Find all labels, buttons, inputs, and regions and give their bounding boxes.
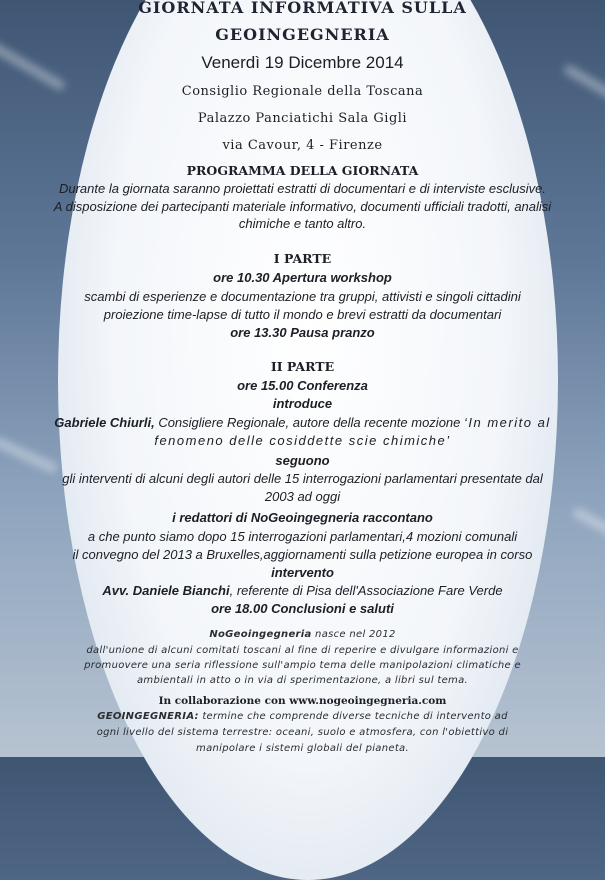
flyer-line xyxy=(40,646,565,656)
flyer-line xyxy=(40,728,565,738)
text-segment: seguono xyxy=(275,453,330,468)
flyer-line xyxy=(40,253,565,266)
flyer-line xyxy=(40,139,565,152)
flyer-line xyxy=(40,511,565,524)
text-segment: termine che comprende diverse tecniche di intervento ad xyxy=(198,711,508,722)
flyer-line xyxy=(40,165,565,178)
text-segment: ogni livello del sistema terrestre: oceani, suolo e atmosfera, con l'obiettivo di xyxy=(96,727,509,738)
flyer-line xyxy=(40,308,565,321)
text-segment: via Cavour, 4 - Firenze xyxy=(222,138,383,153)
text-segment: i redattori di NoGeoingegneria raccontano xyxy=(172,510,433,525)
flyer-line xyxy=(40,54,565,71)
flyer-line xyxy=(40,472,565,485)
flyer-line xyxy=(40,566,565,579)
flyer-line xyxy=(40,361,565,374)
text-segment: scambi di esperienze e documentazione tra gruppi, attivisti e singoli cittadini xyxy=(84,289,521,304)
text-segment: introduce xyxy=(272,396,333,411)
flyer-line xyxy=(40,182,565,195)
flyer-line xyxy=(40,602,565,615)
text-segment: proiezione time-lapse di tutto il mondo e brevi estratti da documentari xyxy=(103,307,502,322)
text-segment: chimiche e tanto altro. xyxy=(238,216,367,231)
text-segment: manipolare i sistemi globali del pianeta. xyxy=(196,743,409,754)
text-segment: ore 15.00 Conferenza xyxy=(237,378,368,393)
text-segment: dall'unione di alcuni comitati toscani al fine di reperire e divulgare informazioni e xyxy=(86,645,519,656)
flyer-line xyxy=(40,661,565,671)
text-segment: Palazzo Panciatichi Sala Gigli xyxy=(197,111,408,126)
text-segment: A disposizione dei partecipanti materiale informativo, documenti ufficiali tradotti, analisi xyxy=(53,199,552,214)
text-segment: ore 18.00 Conclusioni e saluti xyxy=(211,601,394,616)
text-segment: gli interventi di alcuni degli autori delle 15 interrogazioni parlamentari presentate dal xyxy=(62,471,543,486)
text-segment: Durante la giornata saranno proiettati estratti di documentari e di interviste esclusive. xyxy=(58,181,547,196)
text-segment: NoGeoingegneria xyxy=(209,629,312,640)
text-segment: GEOINGEGNERIA xyxy=(215,25,390,44)
flyer-line xyxy=(40,0,565,16)
text-segment: PROGRAMMA DELLA GIORNATA xyxy=(186,163,419,178)
flyer-line xyxy=(40,271,565,284)
text-segment: ore 10.30 Apertura workshop xyxy=(213,270,392,285)
text-segment: , referente di Pisa dell'Associazione Fare Verde xyxy=(229,583,503,598)
text-segment: fenomeno delle cosiddette scie chimiche’ xyxy=(154,433,451,448)
flyer-line xyxy=(40,548,565,561)
text-segment: 2003 ad oggi xyxy=(264,489,341,504)
text-segment: ‘In merito al xyxy=(464,415,551,430)
flyer-line xyxy=(40,397,565,410)
text-segment: Consigliere Regionale, autore della recente mozione xyxy=(154,415,464,430)
text-segment: a che punto siamo dopo 15 interrogazioni parlamentari,4 mozioni comunali xyxy=(87,529,518,544)
text-segment: Gabriele Chiurli, xyxy=(54,415,155,430)
flyer-line xyxy=(40,630,565,640)
flyer-line xyxy=(40,676,565,686)
text-segment: promuovere una seria riflessione sull'ampio tema delle manipolazioni climatiche e xyxy=(84,660,521,671)
text-segment: Venerdì 19 Dicembre 2014 xyxy=(201,53,404,72)
text-segment: ore 13.30 Pausa pranzo xyxy=(230,325,375,340)
flyer-line xyxy=(40,530,565,543)
text-segment: GEOINGEGNERIA: xyxy=(97,711,199,722)
flyer-line xyxy=(40,712,565,722)
flyer-line xyxy=(40,744,565,754)
text-segment: Consiglio Regionale della Toscana xyxy=(181,84,424,99)
text-segment: il convegno del 2013 a Bruxelles,aggiornamenti sulla petizione europea in corso xyxy=(72,547,533,562)
flyer-line xyxy=(40,454,565,467)
flyer-line xyxy=(40,490,565,503)
flyer-line xyxy=(40,200,565,213)
flyer-line xyxy=(40,696,565,707)
text-segment: nasce nel 2012 xyxy=(311,629,396,640)
flyer-line xyxy=(40,379,565,392)
flyer-line xyxy=(40,434,565,447)
flyer-line xyxy=(40,326,565,339)
flyer-line xyxy=(40,217,565,230)
flyer-line xyxy=(40,112,565,125)
text-segment: II PARTE xyxy=(270,359,335,374)
flyer-line xyxy=(40,416,565,429)
flyer-line xyxy=(40,290,565,303)
text-segment: GIORNATA INFORMATIVA SULLA xyxy=(138,0,467,17)
text-segment: I PARTE xyxy=(273,251,332,266)
flyer-line xyxy=(40,584,565,597)
text-segment: In collaborazione con www.nogeoingegneria.com xyxy=(158,695,447,707)
flyer-line xyxy=(40,27,565,43)
text-segment: ambientali in atto o in via di sperimentazione, a libri sul tema. xyxy=(136,675,468,686)
text-segment: Avv. Daniele Bianchi xyxy=(102,583,230,598)
text-segment: intervento xyxy=(271,565,334,580)
flyer-line xyxy=(40,85,565,98)
